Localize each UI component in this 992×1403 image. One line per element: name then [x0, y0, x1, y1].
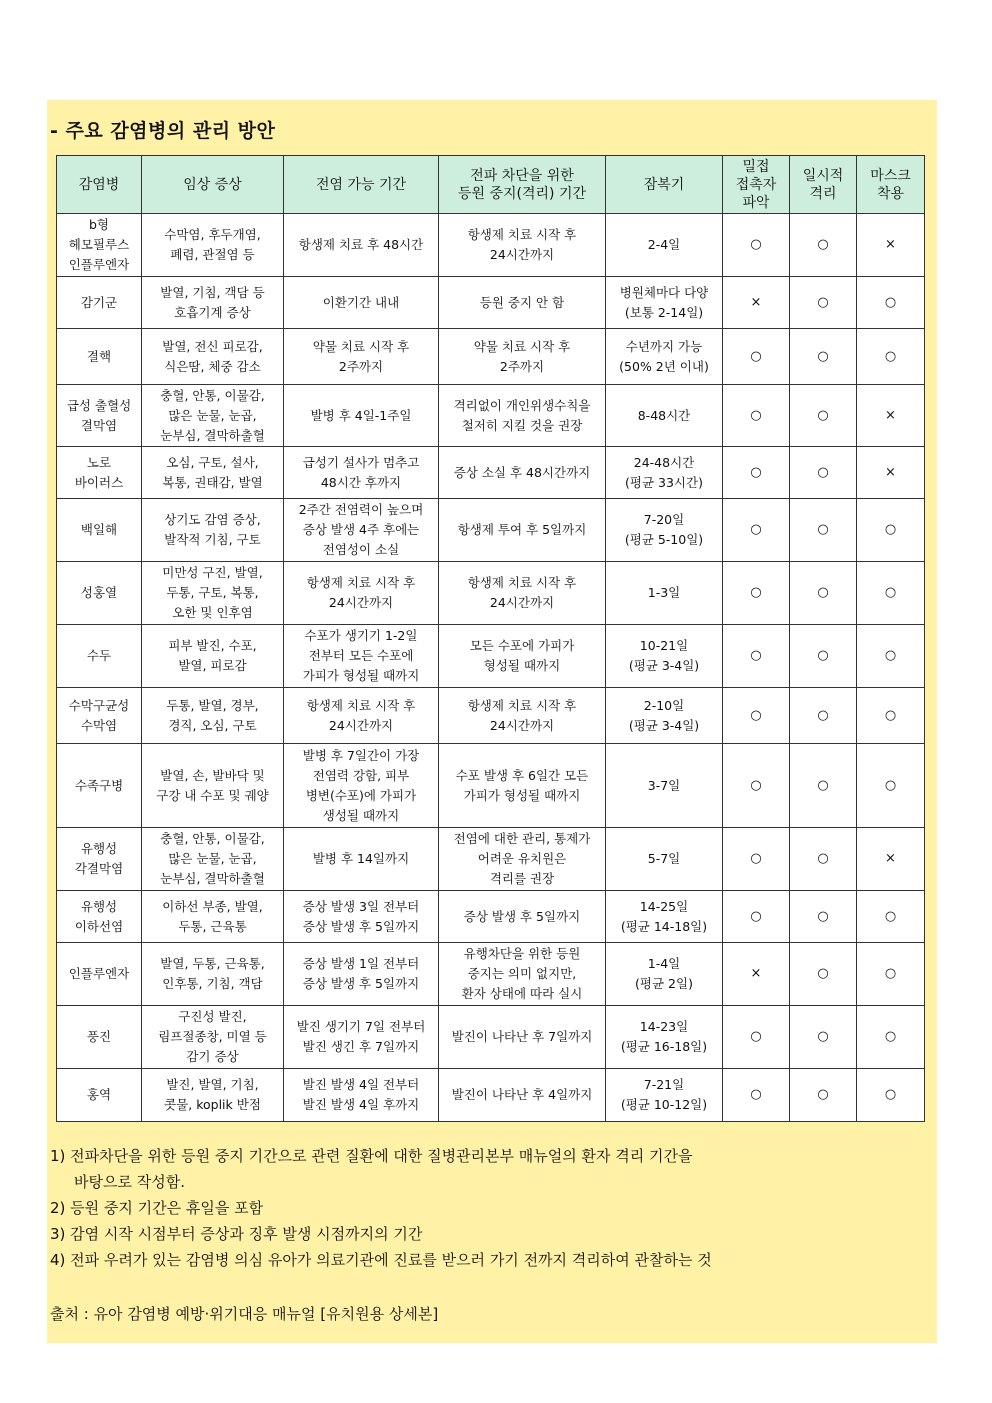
mask-cell: ○	[857, 744, 925, 828]
mask-cell: ○	[857, 499, 925, 562]
incubation-cell: 8-48시간	[606, 385, 723, 447]
table-row	[57, 499, 925, 562]
disease-cell: 감기군	[57, 277, 142, 329]
disease-cell: 수두	[57, 625, 142, 688]
incubation-cell: 7-20일 (평균 5-10일)	[606, 499, 723, 562]
footnote: 3) 감염 시작 시점부터 증상과 징후 발생 시점까지의 기간	[50, 1225, 423, 1243]
incubation-cell: 14-25일 (평균 14-18일)	[606, 891, 723, 943]
contact-tracing-cell: ○	[723, 214, 790, 277]
isolation-period-cell: 등원 중지 안 함	[439, 277, 606, 329]
mask-cell: ×	[857, 385, 925, 447]
contagious-period-cell: 항생제 치료 후 48시간	[284, 214, 439, 277]
contact-tracing-cell: ○	[723, 329, 790, 385]
col-header: 일시적 격리	[790, 156, 857, 214]
contagious-period-cell: 발진 발생 4일 전부터 발진 발생 4일 후까지	[284, 1069, 439, 1122]
incubation-cell: 5-7일	[606, 828, 723, 891]
temporary-isolation-cell: ○	[790, 329, 857, 385]
isolation-period-cell: 항생제 투여 후 5일까지	[439, 499, 606, 562]
table-row	[57, 625, 925, 688]
incubation-cell: 10-21일 (평균 3-4일)	[606, 625, 723, 688]
contact-tracing-cell: ○	[723, 562, 790, 625]
incubation-cell: 24-48시간 (평균 33시간)	[606, 447, 723, 499]
table-row	[57, 891, 925, 943]
table-row	[57, 329, 925, 385]
contagious-period-cell: 항생제 치료 시작 후 24시간까지	[284, 688, 439, 744]
col-header: 잠복기	[606, 156, 723, 214]
disease-cell: b형 헤모필루스 인플루엔자	[57, 214, 142, 277]
mask-cell: ×	[857, 214, 925, 277]
contact-tracing-cell: ○	[723, 1006, 790, 1069]
mask-cell: ○	[857, 1069, 925, 1122]
disease-cell: 유행성 이하선염	[57, 891, 142, 943]
table-row	[57, 277, 925, 329]
contagious-period-cell: 2주간 전염력이 높으며 증상 발생 4주 후에는 전염성이 소실	[284, 499, 439, 562]
table-row	[57, 385, 925, 447]
contagious-period-cell: 약물 치료 시작 후 2주까지	[284, 329, 439, 385]
mask-cell: ○	[857, 625, 925, 688]
temporary-isolation-cell: ○	[790, 499, 857, 562]
symptoms-cell: 발열, 두통, 근육통, 인후통, 기침, 객담	[142, 943, 284, 1006]
contact-tracing-cell: ○	[723, 625, 790, 688]
contact-tracing-cell: ×	[723, 943, 790, 1006]
symptoms-cell: 충혈, 안통, 이물감, 많은 눈물, 눈곱, 눈부심, 결막하출혈	[142, 385, 284, 447]
isolation-period-cell: 발진이 나타난 후 4일까지	[439, 1069, 606, 1122]
mask-cell: ○	[857, 943, 925, 1006]
incubation-cell: 수년까지 가능 (50% 2년 이내)	[606, 329, 723, 385]
col-header: 전파 차단을 위한 등원 중지(격리) 기간	[439, 156, 606, 214]
incubation-cell: 1-3일	[606, 562, 723, 625]
contagious-period-cell: 증상 발생 1일 전부터 증상 발생 후 5일까지	[284, 943, 439, 1006]
temporary-isolation-cell: ○	[790, 625, 857, 688]
table-row	[57, 943, 925, 1006]
symptoms-cell: 상기도 감염 증상, 발작적 기침, 구토	[142, 499, 284, 562]
temporary-isolation-cell: ○	[790, 891, 857, 943]
symptoms-cell: 발진, 발열, 기침, 콧물, koplik 반점	[142, 1069, 284, 1122]
symptoms-cell: 발열, 기침, 객담 등 호흡기계 증상	[142, 277, 284, 329]
contact-tracing-cell: ×	[723, 277, 790, 329]
col-header: 전염 가능 기간	[284, 156, 439, 214]
symptoms-cell: 충혈, 안통, 이물감, 많은 눈물, 눈곱, 눈부심, 결막하출혈	[142, 828, 284, 891]
table-row	[57, 1006, 925, 1069]
incubation-cell: 14-23일 (평균 16-18일)	[606, 1006, 723, 1069]
disease-cell: 유행성 각결막염	[57, 828, 142, 891]
isolation-period-cell: 항생제 치료 시작 후 24시간까지	[439, 688, 606, 744]
mask-cell: ×	[857, 828, 925, 891]
col-header: 감염병	[57, 156, 142, 214]
incubation-cell: 7-21일 (평균 10-12일)	[606, 1069, 723, 1122]
temporary-isolation-cell: ○	[790, 562, 857, 625]
footnote: 1) 전파차단을 위한 등원 중지 기간으로 관련 질환에 대한 질병관리본부 매뉴얼의 환자 격리 기간을	[50, 1147, 693, 1165]
table-row	[57, 688, 925, 744]
disease-cell: 인플루엔자	[57, 943, 142, 1006]
isolation-period-cell: 증상 발생 후 5일까지	[439, 891, 606, 943]
table-body	[57, 214, 925, 1122]
source-citation: 출처 : 유아 감염병 예방·위기대응 매뉴얼 [유치원용 상세본]	[50, 1305, 439, 1323]
isolation-period-cell: 발진이 나타난 후 7일까지	[439, 1006, 606, 1069]
temporary-isolation-cell: ○	[790, 385, 857, 447]
temporary-isolation-cell: ○	[790, 447, 857, 499]
mask-cell: ○	[857, 329, 925, 385]
col-header: 마스크 착용	[857, 156, 925, 214]
contagious-period-cell: 발병 후 14일까지	[284, 828, 439, 891]
symptoms-cell: 오심, 구토, 설사, 복통, 권태감, 발열	[142, 447, 284, 499]
contact-tracing-cell: ○	[723, 891, 790, 943]
disease-cell: 풍진	[57, 1006, 142, 1069]
incubation-cell: 1-4일 (평균 2일)	[606, 943, 723, 1006]
isolation-period-cell: 전염에 대한 관리, 통제가 어려운 유치원은 격리를 권장	[439, 828, 606, 891]
footnote: 4) 전파 우려가 있는 감염병 의심 유아가 의료기관에 진료를 받으러 가기 전까지 격리하여 관찰하는 것	[50, 1251, 712, 1269]
isolation-period-cell: 격리없이 개인위생수칙을 철저히 지킬 것을 권장	[439, 385, 606, 447]
disease-cell: 수족구병	[57, 744, 142, 828]
disease-cell: 홍역	[57, 1069, 142, 1122]
mask-cell: ○	[857, 277, 925, 329]
disease-cell: 성홍열	[57, 562, 142, 625]
contact-tracing-cell: ○	[723, 447, 790, 499]
contact-tracing-cell: ○	[723, 385, 790, 447]
contact-tracing-cell: ○	[723, 744, 790, 828]
mask-cell: ○	[857, 688, 925, 744]
isolation-period-cell: 항생제 치료 시작 후 24시간까지	[439, 562, 606, 625]
contact-tracing-cell: ○	[723, 828, 790, 891]
symptoms-cell: 구진성 발진, 림프절종창, 미열 등 감기 증상	[142, 1006, 284, 1069]
contagious-period-cell: 증상 발생 3일 전부터 증상 발생 후 5일까지	[284, 891, 439, 943]
table-row	[57, 562, 925, 625]
isolation-period-cell: 수포 발생 후 6일간 모든 가피가 형성될 때까지	[439, 744, 606, 828]
table-row	[57, 828, 925, 891]
col-header: 임상 증상	[142, 156, 284, 214]
symptoms-cell: 이하선 부종, 발열, 두통, 근육통	[142, 891, 284, 943]
contagious-period-cell: 발병 후 4일-1주일	[284, 385, 439, 447]
table-row	[57, 447, 925, 499]
table-row	[57, 1069, 925, 1122]
temporary-isolation-cell: ○	[790, 214, 857, 277]
contagious-period-cell: 항생제 치료 시작 후 24시간까지	[284, 562, 439, 625]
disease-cell: 백일해	[57, 499, 142, 562]
footnote: 2) 등원 중지 기간은 휴일을 포함	[50, 1199, 264, 1217]
contagious-period-cell: 이환기간 내내	[284, 277, 439, 329]
temporary-isolation-cell: ○	[790, 1006, 857, 1069]
isolation-period-cell: 항생제 치료 시작 후 24시간까지	[439, 214, 606, 277]
isolation-period-cell: 유행차단을 위한 등원 중지는 의미 없지만, 환자 상태에 따라 실시	[439, 943, 606, 1006]
symptoms-cell: 발열, 전신 피로감, 식은땀, 체중 감소	[142, 329, 284, 385]
temporary-isolation-cell: ○	[790, 828, 857, 891]
contagious-period-cell: 발진 생기기 7일 전부터 발진 생긴 후 7일까지	[284, 1006, 439, 1069]
table-row	[57, 214, 925, 277]
isolation-period-cell: 증상 소실 후 48시간까지	[439, 447, 606, 499]
contact-tracing-cell: ○	[723, 499, 790, 562]
disease-cell: 결핵	[57, 329, 142, 385]
contact-tracing-cell: ○	[723, 688, 790, 744]
temporary-isolation-cell: ○	[790, 744, 857, 828]
symptoms-cell: 미만성 구진, 발열, 두통, 구토, 복통, 오한 및 인후염	[142, 562, 284, 625]
infection-management-table	[56, 155, 925, 1122]
temporary-isolation-cell: ○	[790, 1069, 857, 1122]
temporary-isolation-cell: ○	[790, 277, 857, 329]
symptoms-cell: 피부 발진, 수포, 발열, 피로감	[142, 625, 284, 688]
mask-cell: ○	[857, 562, 925, 625]
contagious-period-cell: 급성기 설사가 멈추고 48시간 후까지	[284, 447, 439, 499]
mask-cell: ○	[857, 891, 925, 943]
disease-cell: 노로 바이러스	[57, 447, 142, 499]
mask-cell: ×	[857, 447, 925, 499]
temporary-isolation-cell: ○	[790, 943, 857, 1006]
disease-cell: 수막구균성 수막염	[57, 688, 142, 744]
page-title: - 주요 감염병의 관리 방안	[50, 120, 276, 142]
incubation-cell: 3-7일	[606, 744, 723, 828]
mask-cell: ○	[857, 1006, 925, 1069]
footnotes	[50, 1143, 712, 1273]
symptoms-cell: 발열, 손, 발바닥 및 구강 내 수포 및 궤양	[142, 744, 284, 828]
contact-tracing-cell: ○	[723, 1069, 790, 1122]
temporary-isolation-cell: ○	[790, 688, 857, 744]
table-row	[57, 744, 925, 828]
isolation-period-cell: 약물 치료 시작 후 2주까지	[439, 329, 606, 385]
table-header-row	[57, 156, 925, 214]
col-header: 밀접 접촉자 파악	[723, 156, 790, 214]
contagious-period-cell: 발병 후 7일간이 가장 전염력 강함, 피부 병변(수포)에 가피가 생성될 때까지	[284, 744, 439, 828]
incubation-cell: 2-4일	[606, 214, 723, 277]
symptoms-cell: 두통, 발열, 경부, 경직, 오심, 구토	[142, 688, 284, 744]
disease-cell: 급성 출혈성 결막염	[57, 385, 142, 447]
footnote: 바탕으로 작성함.	[74, 1173, 185, 1191]
isolation-period-cell: 모든 수포에 가피가 형성될 때까지	[439, 625, 606, 688]
incubation-cell: 병원체마다 다양 (보통 2-14일)	[606, 277, 723, 329]
symptoms-cell: 수막염, 후두개염, 폐렴, 관절염 등	[142, 214, 284, 277]
incubation-cell: 2-10일 (평균 3-4일)	[606, 688, 723, 744]
contagious-period-cell: 수포가 생기기 1-2일 전부터 모든 수포에 가피가 형성될 때까지	[284, 625, 439, 688]
